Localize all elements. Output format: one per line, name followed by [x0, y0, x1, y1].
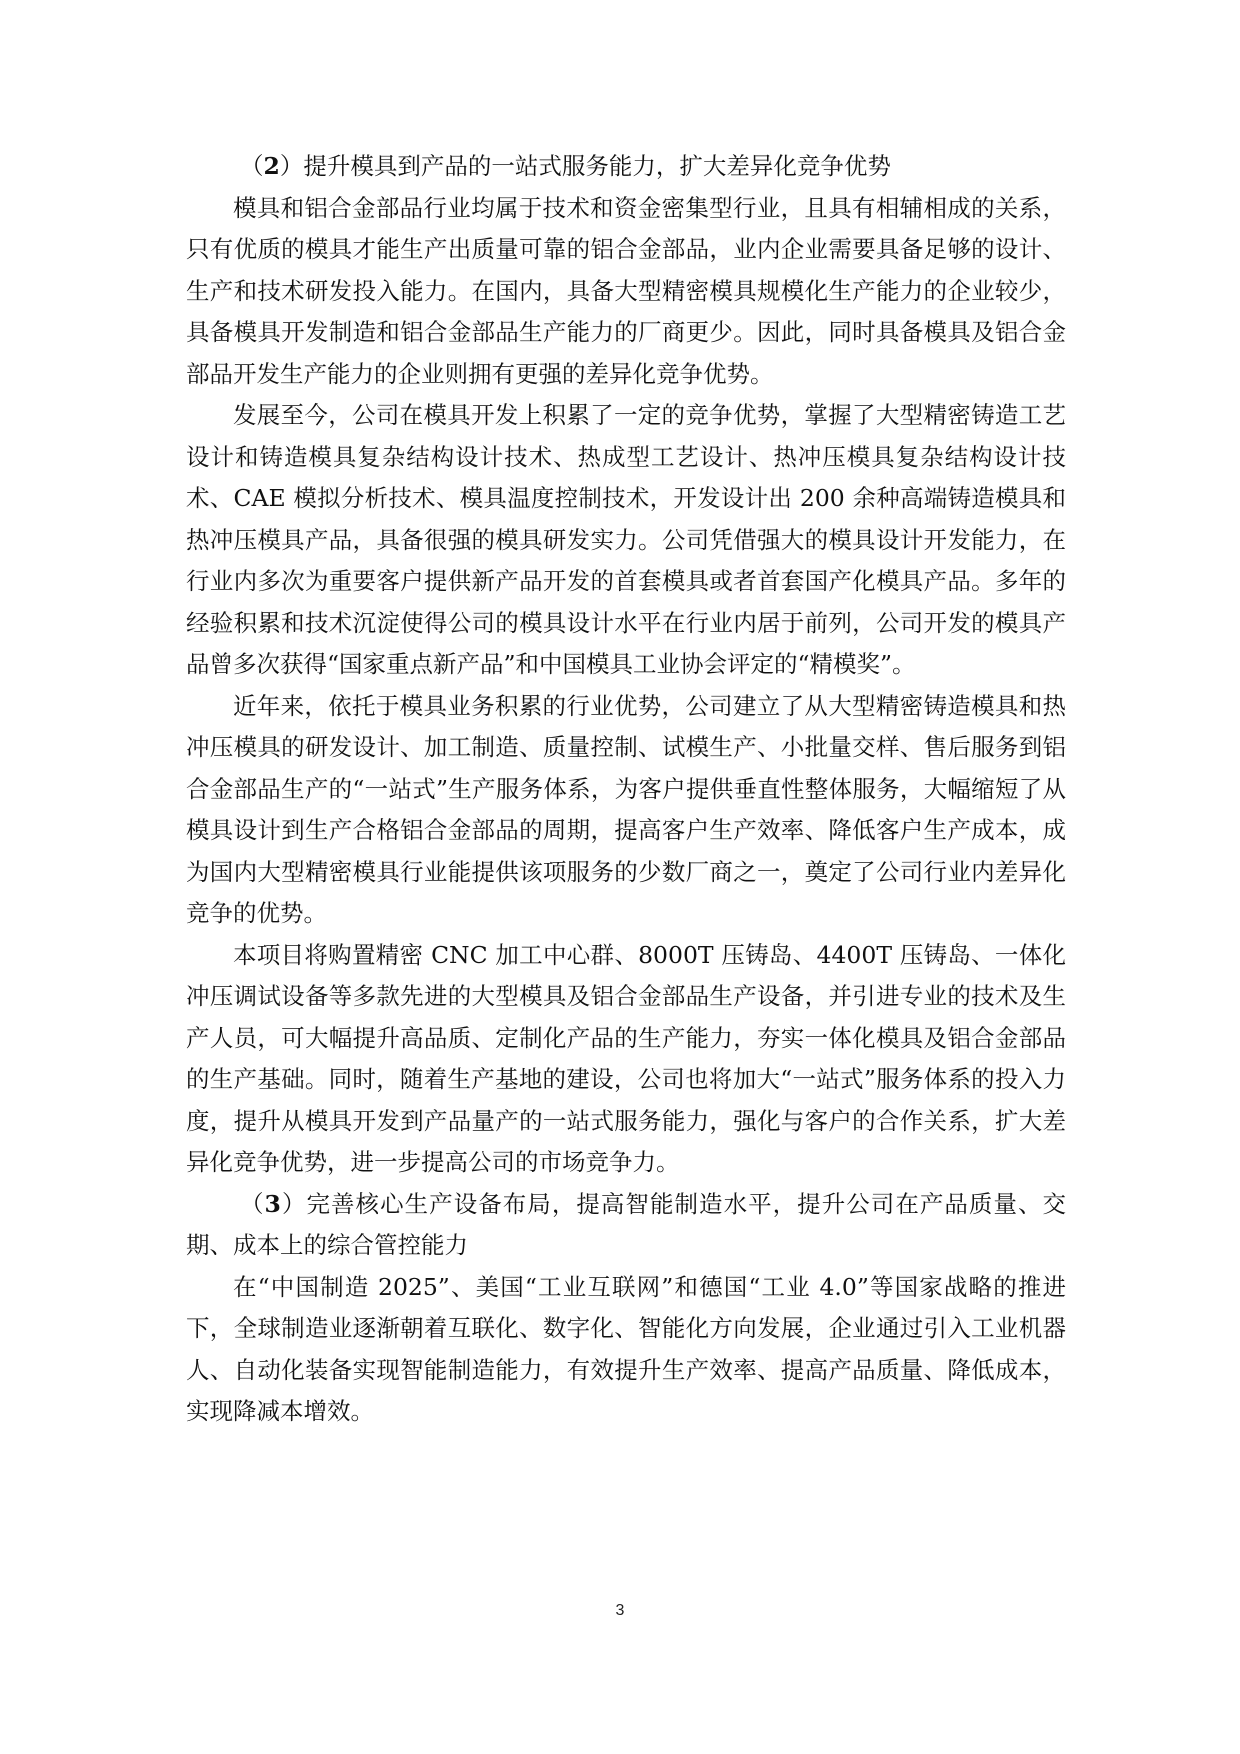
document-body	[186, 146, 1066, 1433]
heading-text: 完善核心生产设备布局，提高智能制造水平，提升公司在产品质量、交期、成本上的综合管控能力	[186, 1189, 1067, 1259]
paragraph-project-equipment: 本项目将购置精密 CNC 加工中心群、8000T 压铸岛、4400T 压铸岛、一体化冲压调试设备等多款先进的大型模具及铝合金部品生产设备，并引进专业的技术及生产人员，可大幅提升高品质、定制化产品的生产能力，夯实一体化模具及铝合金部品的生产基础。同时，随着生产基地的建设，公司也将加大“一站式”服务体系的投入力度，提升从模具开发到产品量产的一站式服务能力，强化与客户的合作关系，扩大差异化竞争优势，进一步提高公司的市场竞争力。	[186, 940, 1066, 1176]
paragraph-mold-industry: 模具和铝合金部品行业均属于技术和资金密集型行业，且具有相辅相成的关系，只有优质的模具才能生产出质量可靠的铝合金部品，业内企业需要具备足够的设计、生产和技术研发投入能力。在国内，具备大型精密模具规模化生产能力的企业较少，具备模具开发制造和铝合金部品生产能力的厂商更少。因此，同时具备模具及铝合金部品开发生产能力的企业则拥有更强的差异化竞争优势。	[186, 193, 1066, 388]
section-heading-3	[186, 1184, 1066, 1267]
paragraph-mold-development: 发展至今，公司在模具开发上积累了一定的竞争优势，掌握了大型精密铸造工艺设计和铸造模具复杂结构设计技术、热成型工艺设计、热冲压模具复杂结构设计技术、CAE 模拟分析技术、模具温度控制技术，开发设计出 200 余种高端铸造模具和热冲压模具产品，具备很强的模具研发实力。公司凭借强大的模具设计开发能力，在行业内多次为重要客户提供新产品开发的首套模具或者首套国产化模具产品。多年的经验积累和技术沉淀使得公司的模具设计水平在行业内居于前列，公司开发的模具产品曾多次获得“国家重点新产品”和中国模具工业协会评定的“精模奖”。	[186, 401, 1066, 678]
heading-close-paren: ）	[279, 152, 304, 180]
paragraph-smart-manufacturing: 在“中国制造 2025”、美国“工业互联网”和德国“工业 4.0”等国家战略的推进下，全球制造业逐渐朝着互联化、数字化、智能化方向发展，企业通过引入工业机器人、自动化装备实现智能制造能力，有效提升生产效率、提高产品质量、降低成本，实现降减本增效。	[186, 1272, 1066, 1425]
heading-close-paren: ）	[280, 1189, 307, 1218]
heading-text: 提升模具到产品的一站式服务能力，扩大差异化竞争优势	[303, 152, 891, 180]
page-number: 3	[615, 1602, 625, 1619]
heading-number: 3	[264, 1189, 281, 1218]
heading-open-paren: （	[240, 152, 264, 180]
heading-open-paren: （	[240, 1189, 265, 1218]
paragraph-one-stop-service: 近年来，依托于模具业务积累的行业优势，公司建立了从大型精密铸造模具和热冲压模具的研发设计、加工制造、质量控制、试模生产、小批量交样、售后服务到铝合金部品生产的“一站式”生产服务体系，为客户提供垂直性整体服务，大幅缩短了从模具设计到生产合格铝合金部品的周期，提高客户生产效率、降低客户生产成本，成为国内大型精密模具行业能提供该项服务的少数厂商之一，奠定了公司行业内差异化竞争的优势。	[186, 691, 1066, 927]
heading-number: 2	[263, 152, 280, 180]
section-heading-2	[186, 146, 1066, 188]
